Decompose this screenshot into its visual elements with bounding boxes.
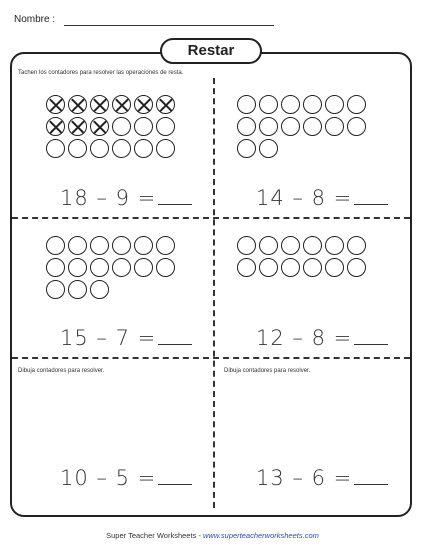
circle-counter-icon[interactable] (68, 236, 87, 255)
circle-counter-icon[interactable] (303, 236, 322, 255)
circle-counter-icon[interactable] (46, 258, 65, 277)
equation-1 (60, 186, 192, 210)
circle-counter-icon[interactable] (281, 236, 300, 255)
crossed-circle-icon[interactable] (90, 95, 109, 114)
circle-counter-icon[interactable] (134, 236, 153, 255)
circle-counter-icon[interactable] (281, 258, 300, 277)
counter-grid-2 (237, 95, 369, 161)
vertical-divider (213, 78, 215, 508)
circle-counter-icon[interactable] (134, 117, 153, 136)
equation-text: 10 – 5 = (60, 466, 157, 490)
circle-counter-icon[interactable] (134, 258, 153, 277)
circle-counter-icon[interactable] (237, 117, 256, 136)
circle-counter-icon[interactable] (237, 139, 256, 158)
circle-counter-icon[interactable] (347, 258, 366, 277)
footer-brand: Super Teacher Worksheets - (106, 531, 203, 540)
circle-counter-icon[interactable] (281, 95, 300, 114)
counter-grid-3 (46, 236, 178, 302)
answer-blank[interactable] (354, 466, 388, 485)
circle-counter-icon[interactable] (259, 236, 278, 255)
circle-counter-icon[interactable] (325, 95, 344, 114)
footer-link[interactable]: www.superteacherworksheets.com (202, 531, 319, 540)
instructions-draw-right: Dibuja contadores para resolver. (224, 368, 311, 374)
circle-counter-icon[interactable] (347, 117, 366, 136)
circle-counter-icon[interactable] (112, 117, 131, 136)
circle-counter-icon[interactable] (281, 117, 300, 136)
equation-6 (256, 466, 388, 490)
horizontal-divider-1 (12, 217, 410, 219)
answer-blank[interactable] (158, 326, 192, 345)
circle-counter-icon[interactable] (303, 95, 322, 114)
circle-counter-icon[interactable] (303, 117, 322, 136)
circle-counter-icon[interactable] (46, 280, 65, 299)
circle-counter-icon[interactable] (259, 258, 278, 277)
answer-blank[interactable] (158, 466, 192, 485)
circle-counter-icon[interactable] (325, 117, 344, 136)
crossed-circle-icon[interactable] (156, 95, 175, 114)
equation-text: 14 – 8 = (256, 186, 353, 210)
crossed-circle-icon[interactable] (112, 95, 131, 114)
equation-3 (60, 326, 192, 350)
equation-text: 13 – 6 = (256, 466, 353, 490)
circle-counter-icon[interactable] (68, 139, 87, 158)
horizontal-divider-2 (12, 357, 410, 359)
circle-counter-icon[interactable] (112, 236, 131, 255)
crossed-circle-icon[interactable] (90, 117, 109, 136)
circle-counter-icon[interactable] (156, 236, 175, 255)
name-label: Nombre : (14, 14, 56, 25)
circle-counter-icon[interactable] (90, 280, 109, 299)
circle-counter-icon[interactable] (259, 139, 278, 158)
equation-2 (256, 186, 388, 210)
circle-counter-icon[interactable] (46, 139, 65, 158)
crossed-circle-icon[interactable] (46, 95, 65, 114)
answer-blank[interactable] (354, 326, 388, 345)
circle-counter-icon[interactable] (156, 139, 175, 158)
circle-counter-icon[interactable] (68, 280, 87, 299)
answer-blank[interactable] (354, 186, 388, 205)
circle-counter-icon[interactable] (325, 258, 344, 277)
circle-counter-icon[interactable] (259, 117, 278, 136)
circle-counter-icon[interactable] (112, 139, 131, 158)
circle-counter-icon[interactable] (134, 139, 153, 158)
circle-counter-icon[interactable] (237, 95, 256, 114)
circle-counter-icon[interactable] (156, 117, 175, 136)
instructions-draw-left: Dibuja contadores para resolver. (18, 368, 105, 374)
circle-counter-icon[interactable] (325, 236, 344, 255)
answer-blank[interactable] (158, 186, 192, 205)
counter-grid-1 (46, 95, 178, 161)
name-line[interactable] (64, 25, 274, 26)
circle-counter-icon[interactable] (90, 236, 109, 255)
circle-counter-icon[interactable] (112, 258, 131, 277)
crossed-circle-icon[interactable] (68, 117, 87, 136)
circle-counter-icon[interactable] (90, 139, 109, 158)
circle-counter-icon[interactable] (259, 95, 278, 114)
circle-counter-icon[interactable] (46, 236, 65, 255)
equation-4 (256, 326, 388, 350)
crossed-circle-icon[interactable] (46, 117, 65, 136)
footer (0, 531, 425, 540)
circle-counter-icon[interactable] (90, 258, 109, 277)
circle-counter-icon[interactable] (237, 258, 256, 277)
circle-counter-icon[interactable] (347, 95, 366, 114)
circle-counter-icon[interactable] (156, 258, 175, 277)
equation-text: 18 – 9 = (60, 186, 157, 210)
circle-counter-icon[interactable] (68, 258, 87, 277)
counter-grid-4 (237, 236, 369, 280)
circle-counter-icon[interactable] (303, 258, 322, 277)
page-title: Restar (160, 38, 262, 64)
crossed-circle-icon[interactable] (68, 95, 87, 114)
circle-counter-icon[interactable] (237, 236, 256, 255)
instructions-top: Tachen los contadores para resolver las operaciones de resta. (18, 70, 184, 76)
crossed-circle-icon[interactable] (134, 95, 153, 114)
equation-text: 15 – 7 = (60, 326, 157, 350)
equation-5 (60, 466, 192, 490)
equation-text: 12 – 8 = (256, 326, 353, 350)
circle-counter-icon[interactable] (347, 236, 366, 255)
